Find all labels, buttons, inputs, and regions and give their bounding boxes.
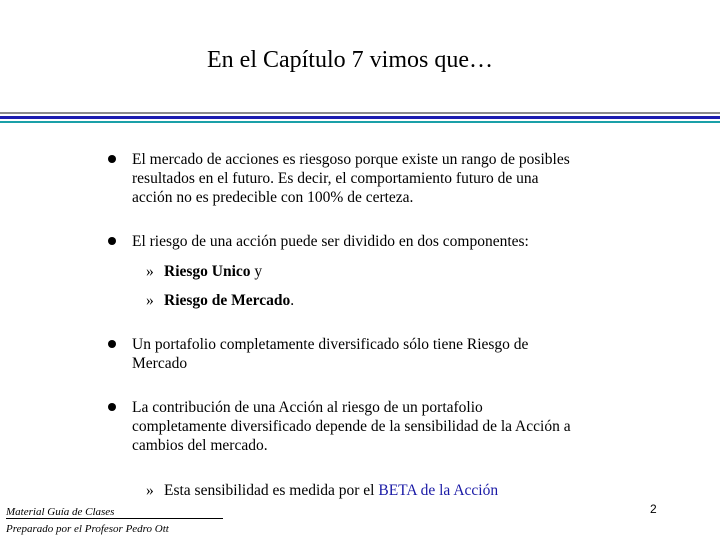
subitem-strong: Riesgo de Mercado [164,292,291,309]
slide-title: En el Capítulo 7 vimos que… [207,47,493,73]
bullet-line: Un portafolio completamente diversificado sólo tiene Riesgo de [132,336,529,353]
bullet-item [108,232,648,251]
bullet-item [108,398,648,455]
divider-lines [0,110,720,126]
bullet-line: La contribución de una Acción al riesgo de un portafolio [132,399,483,416]
beta-highlight: BETA de la Acción [378,482,499,499]
bullet-text [132,335,648,373]
subitem-text: Esta sensibilidad es medida por el [164,482,379,499]
subitem-strong: Riesgo Unico [164,263,251,280]
bullet-dot-icon [108,155,116,163]
bullet-line: El mercado de acciones es riesgoso porque existe un rango de posibles [132,151,570,168]
bullet-text [132,232,648,251]
subitem [146,291,294,310]
subitem [146,481,498,500]
bullet-item [108,150,648,207]
subitem-marker: » [146,263,154,280]
subitem-marker: » [146,482,154,499]
subitem-marker: » [146,292,154,309]
bullet-line: El riesgo de una acción puede ser dividido en dos componentes: [132,233,529,250]
title-divider [0,110,720,126]
subitem-rest: y [250,263,263,280]
bullet-dot-icon [108,403,116,411]
bullet-item [108,335,648,373]
bullet-dot-icon [108,237,116,245]
bullet-line: acción no es predecible con 100% de certeza. [132,189,414,206]
footer-course: Material Guía de Clases [6,506,115,518]
bullet-line: cambios del mercado. [132,437,268,454]
bullet-line: resultados en el futuro. Es decir, el comportamiento futuro de una [132,170,539,187]
bullet-text [132,150,648,207]
page-number: 2 [650,502,657,516]
footer-author: Preparado por el Profesor Pedro Ott [6,523,169,535]
subitem-rest: . [290,292,295,309]
subitem [146,262,262,281]
footer-divider [6,518,223,519]
bullet-dot-icon [108,340,116,348]
bullet-line: Mercado [132,355,188,372]
bullet-text [132,398,648,455]
bullet-line: completamente diversificado depende de la sensibilidad de la Acción a [132,418,571,435]
